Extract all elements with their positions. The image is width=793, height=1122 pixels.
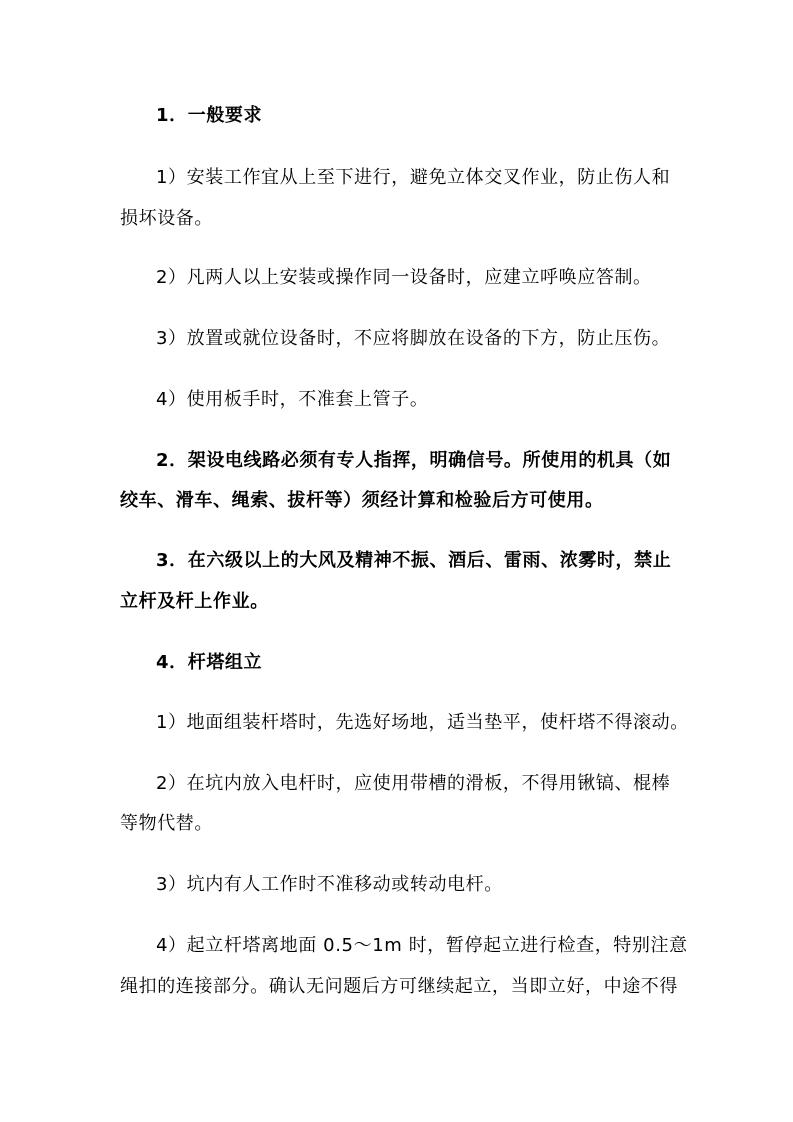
paragraph-line: 1）安装工作宜从上至下进行，避免立体交叉作业，防止伤人和 [156,167,671,188]
paragraph-line: 绳扣的连接部分。确认无问题后方可继续起立，当即立好，中途不得 [120,976,678,997]
paragraph-line: 2）在坑内放入电杆时，应使用带槽的滑板，不得用锹镐、棍棒 [156,773,671,794]
section-heading-3-continued: 立杆及杆上作业。 [120,591,269,612]
paragraph-line: 4）起立杆塔离地面 0.5～1m 时，暂停起立进行检查，特别注意 [156,935,688,956]
section-heading-2: 2．架设电线路必须有专人指挥，明确信号。所使用的机具（如 [156,450,672,471]
section-heading-2-continued: 绞车、滑车、绳索、拔杆等）须经计算和检验后方可使用。 [120,490,604,511]
paragraph-line: 1）地面组装杆塔时，先选好场地，适当垫平，使杆塔不得滚动。 [156,712,689,733]
paragraph-line: 3）坑内有人工作时不准移动或转动电杆。 [156,874,503,895]
paragraph-line: 损坏设备。 [120,208,213,229]
paragraph-line: 等物代替。 [120,813,213,834]
paragraph-line: 4）使用板手时，不准套上管子。 [156,389,429,410]
paragraph-line: 2）凡两人以上安装或操作同一设备时，应建立呼唤应答制。 [156,267,652,288]
section-heading-3: 3．在六级以上的大风及精神不振、酒后、雷雨、浓雾时，禁止 [156,550,672,571]
section-heading-4: 4．杆塔组立 [156,652,263,673]
section-heading-1: 1．一般要求 [156,105,263,126]
paragraph-line: 3）放置或就位设备时，不应将脚放在设备的下方，防止压伤。 [156,328,671,349]
